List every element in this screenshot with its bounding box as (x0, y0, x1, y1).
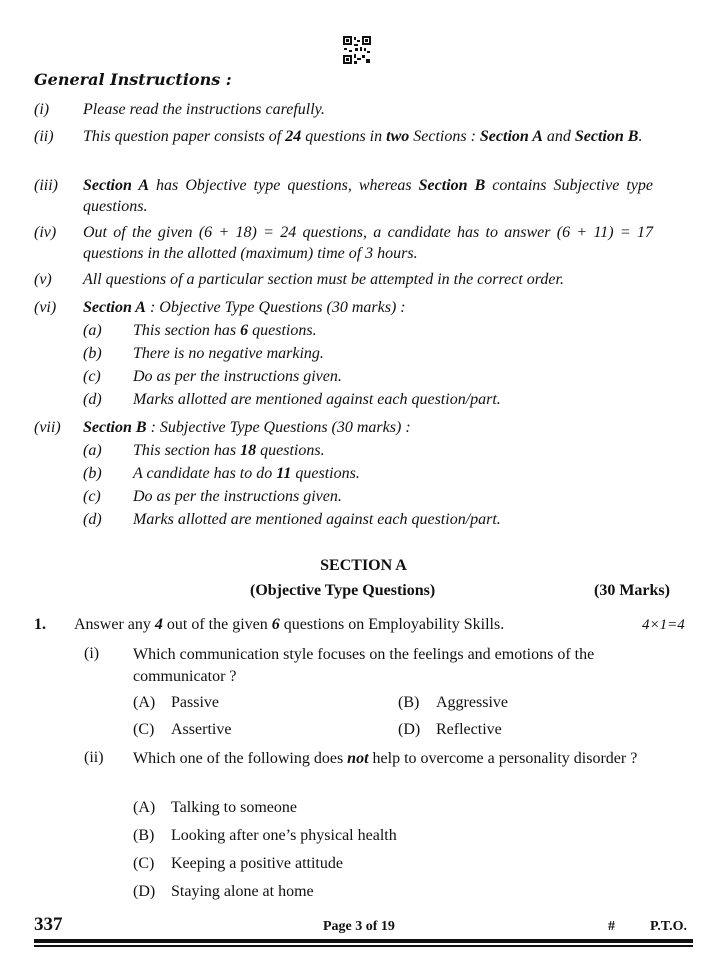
option-label: (B) (133, 827, 155, 844)
emphasis-text: Section A (83, 177, 150, 194)
sub-item-text (133, 486, 342, 507)
emphasis-text: Section A (83, 299, 146, 316)
instruction-number: (vi) (34, 299, 57, 316)
sub-item-number: (d) (83, 391, 102, 408)
instruction-text (83, 417, 653, 438)
emphasis-text: Section B (418, 177, 486, 194)
emphasis-text: Section A (479, 128, 543, 145)
text-run: questions on Employability Skills. (279, 616, 505, 633)
question-text (74, 616, 504, 634)
question-number: 1. (34, 616, 46, 633)
option-b (133, 827, 397, 845)
text-run: This section has (133, 322, 241, 339)
sub-item-text (133, 440, 325, 461)
text-run: contains Subjective type questions. (83, 177, 653, 215)
option-label: (C) (133, 855, 155, 872)
text-run: This question paper consists of (83, 128, 286, 145)
page-number: Page 3 of 19 (323, 919, 395, 934)
emphasis-text: 24 (285, 128, 302, 145)
emphasis-text: not (347, 750, 369, 767)
option-a (133, 694, 219, 712)
option-text: Aggressive (436, 694, 508, 711)
section-marks: (30 Marks) (594, 582, 670, 599)
text-run: and (542, 128, 575, 145)
option-text: Looking after one’s physical health (171, 827, 397, 844)
text-run: Do as per the instructions given. (133, 368, 342, 385)
text-run: : Subjective Type Questions (30 marks) : (146, 419, 411, 436)
option-text: Reflective (436, 721, 502, 738)
option-label: (A) (133, 799, 156, 816)
emphasis-text: two (386, 128, 410, 145)
text-run: Which communication style focuses on the feelings and emotions of the communicator ? (133, 646, 595, 685)
qr-code-icon (343, 36, 371, 64)
text-run: Sections : (409, 128, 480, 145)
sub-question-text (133, 644, 658, 688)
pto-label: P.T.O. (650, 919, 687, 934)
option-label: (B) (398, 694, 420, 711)
sub-question-text (133, 748, 658, 770)
text-run: There is no negative marking. (133, 345, 324, 362)
option-d (398, 721, 502, 739)
footer-rule (34, 945, 693, 947)
text-run: Marks allotted are mentioned against each question/part. (133, 391, 501, 408)
section-subtitle: (Objective Type Questions) (250, 582, 436, 599)
instruction-text (83, 99, 653, 120)
instruction-number: (i) (34, 101, 50, 118)
instruction-text (83, 222, 653, 264)
section-title: SECTION A (320, 557, 407, 574)
instruction-text (83, 126, 653, 147)
text-run: Do as per the instructions given. (133, 488, 342, 505)
instruction-number: (ii) (34, 128, 54, 145)
emphasis-text: 6 (271, 616, 280, 633)
option-text: Talking to someone (171, 799, 297, 816)
instructions-heading: General Instructions : (34, 70, 232, 89)
emphasis-text: 11 (276, 465, 292, 482)
emphasis-text: Section B (83, 419, 147, 436)
option-label: (A) (133, 694, 156, 711)
option-c (133, 855, 343, 873)
emphasis-text: 18 (240, 442, 257, 459)
text-run: help to overcome a personality disorder ? (368, 750, 638, 767)
text-run: questions in (301, 128, 387, 145)
text-run: questions. (256, 442, 325, 459)
option-label: (D) (398, 721, 421, 738)
option-d (133, 883, 314, 901)
sub-item-number: (a) (83, 442, 102, 459)
instruction-text (83, 175, 653, 217)
sub-item-number: (a) (83, 322, 102, 339)
option-text: Passive (171, 694, 219, 711)
text-run: Marks allotted are mentioned against each question/part. (133, 511, 501, 528)
sub-item-text (133, 509, 501, 530)
sub-item-text (133, 389, 501, 410)
text-run: This section has (133, 442, 241, 459)
instruction-number: (iii) (34, 177, 58, 194)
sub-question-number: (i) (84, 645, 100, 662)
text-run: . (638, 128, 643, 145)
instruction-text (83, 297, 653, 318)
sub-item-text (133, 320, 317, 341)
text-run: Out of the given (6 + 18) = 24 questions, a candidate has to answer (6 + 11) = 17 questions in the allotted (maximum) time of 3 hours. (83, 224, 653, 262)
sub-item-number: (c) (83, 488, 101, 505)
text-run: All questions of a particular section must be attempted in the correct order. (83, 271, 564, 288)
sub-question-number: (ii) (84, 749, 104, 766)
text-run: : Objective Type Questions (30 marks) : (145, 299, 406, 316)
emphasis-text: Section B (574, 128, 639, 145)
instruction-number: (vii) (34, 419, 61, 436)
sub-item-number: (c) (83, 368, 101, 385)
text-run: has Objective type questions, whereas (149, 177, 419, 194)
emphasis-text: 6 (240, 322, 249, 339)
text-run: out of the given (162, 616, 272, 633)
sub-item-text (133, 366, 342, 387)
option-label: (D) (133, 883, 156, 900)
option-label: (C) (133, 721, 155, 738)
option-c (133, 721, 231, 739)
footer-rule (34, 939, 693, 943)
hash-mark: # (608, 919, 615, 934)
text-run: A candidate has to do (133, 465, 277, 482)
text-run: questions. (291, 465, 360, 482)
option-text: Staying alone at home (171, 883, 314, 900)
option-text: Assertive (171, 721, 232, 738)
sub-item-text (133, 463, 360, 484)
option-b (398, 694, 508, 712)
sub-item-number: (b) (83, 465, 102, 482)
sub-item-number: (d) (83, 511, 102, 528)
instruction-number: (v) (34, 271, 52, 288)
text-run: Which one of the following does (133, 750, 348, 767)
text-run: questions. (248, 322, 317, 339)
text-run: Please read the instructions carefully. (83, 101, 325, 118)
emphasis-text: 4 (154, 616, 163, 633)
option-a (133, 799, 297, 817)
option-text: Keeping a positive attitude (171, 855, 343, 872)
question-marks: 4×1=4 (642, 617, 685, 633)
sub-item-text (133, 343, 324, 364)
text-run: Answer any (74, 616, 155, 633)
paper-code: 337 (34, 914, 63, 935)
instruction-number: (iv) (34, 224, 57, 241)
instruction-text (83, 269, 653, 290)
sub-item-number: (b) (83, 345, 102, 362)
